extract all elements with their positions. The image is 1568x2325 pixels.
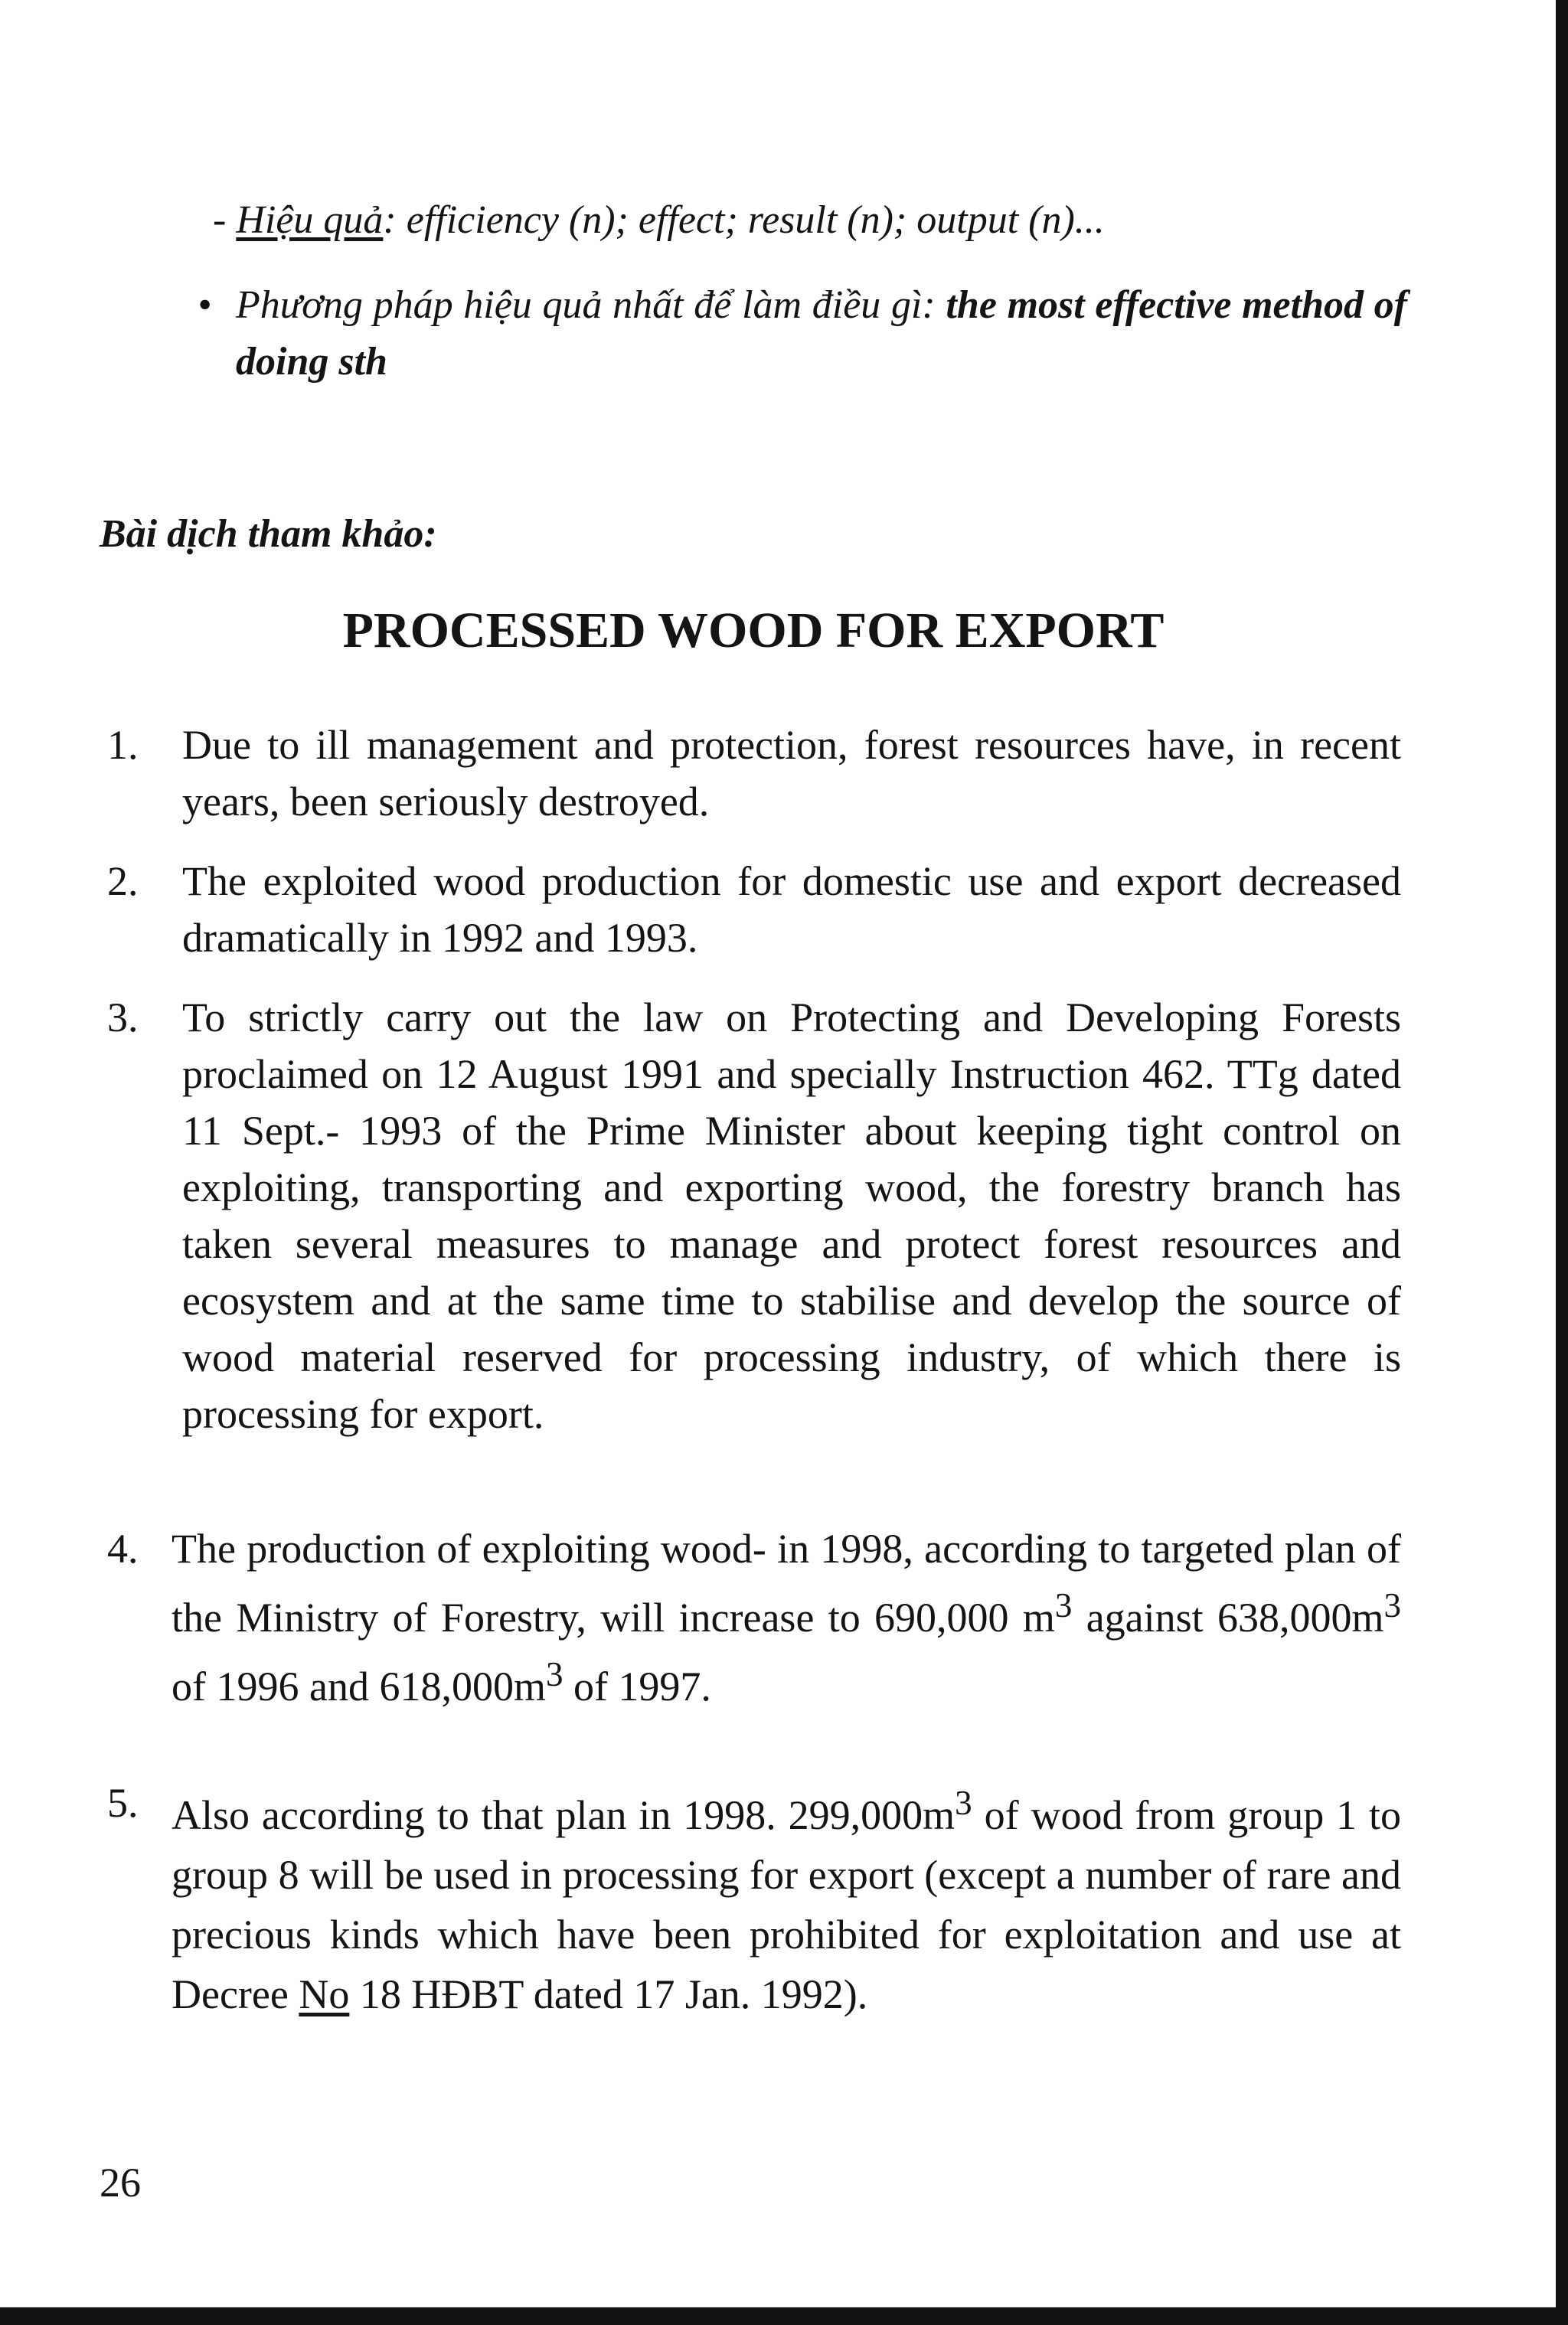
list-item-1 [107, 717, 1401, 830]
list-item-5 [107, 1773, 1402, 2024]
item-text-part: against 638,000m [1072, 1595, 1384, 1641]
superscript: 3 [545, 1655, 564, 1693]
item-text-part: The production of exploiting wood- in 1998, according to targeted plan of the Ministry of Forestry, will increase to 690,000 m [172, 1526, 1401, 1641]
superscript: 3 [1054, 1586, 1073, 1625]
example-vietnamese: Phương pháp hiệu quả nhất để làm điều gì: [236, 283, 946, 327]
vocab-term: Hiệu quả [236, 198, 384, 242]
superscript: 3 [1383, 1586, 1401, 1625]
section-label: Bài dịch tham khảo: [100, 512, 437, 556]
scan-edge-bottom [0, 2307, 1568, 2325]
vocab-dash: - [213, 198, 237, 242]
item-text: To strictly carry out the law on Protecting and Developing Forests proclaimed on 12 August 1991 and specially Instruction 462. TTg dated 11 Sept.- 1993 of the Prime Minister about keeping tight control on exploiting, transporting and exporting wood, the forestry branch has taken several measures to manage and protect forest resources and ecosystem and at the same time to stabilise and develop the source of wood material reserved for processing industry, of which there is processing for export. [182, 994, 1401, 1437]
scan-edge-right [1556, 0, 1568, 2325]
decree-number-label: No [299, 1971, 350, 2017]
document-title: PROCESSED WOOD FOR EXPORT [342, 602, 1165, 658]
item-number: 3. [107, 994, 139, 1040]
list-item-2 [107, 853, 1401, 966]
example-english: the most effective method of doing sth [236, 283, 1407, 384]
item-number: 5. [107, 1780, 139, 1826]
item-text-part: of 1996 and 618,000m [172, 1664, 546, 1709]
item-text-part: of wood from group 1 to group 8 will be used in processing for export (except a number of rare and precious kinds which have been prohibited for exploitation and use at Decree [172, 1792, 1402, 2017]
vocab-entry [213, 198, 1105, 243]
item-number: 1. [107, 722, 139, 768]
item-text [172, 1773, 1401, 2024]
page-number: 26 [100, 2160, 141, 2206]
item-number: 2. [107, 858, 139, 904]
example-bullet [198, 277, 1407, 390]
item-text: The exploited wood production for domestic use and export decreased dramatically in 1992 and 1993. [182, 858, 1401, 961]
list-item-4 [107, 1520, 1401, 1715]
vocab-definition: : efficiency (n); effect; result (n); output (n)... [383, 198, 1105, 242]
list-item-3 [107, 989, 1401, 1442]
item-text-part: Also according to that plan in 1998. 299,000m [172, 1792, 956, 1838]
item-text-part: of 1997. [563, 1664, 711, 1709]
item-text: Due to ill management and protection, forest resources have, in recent years, been seriously destroyed. [182, 722, 1401, 825]
example-text [236, 277, 1407, 390]
superscript: 3 [955, 1784, 972, 1822]
item-text [172, 1520, 1401, 1715]
item-number: 4. [107, 1526, 139, 1572]
bullet-icon: • [198, 283, 212, 327]
item-text-part: 18 HĐBT dated 17 Jan. 1992). [349, 1971, 868, 2017]
